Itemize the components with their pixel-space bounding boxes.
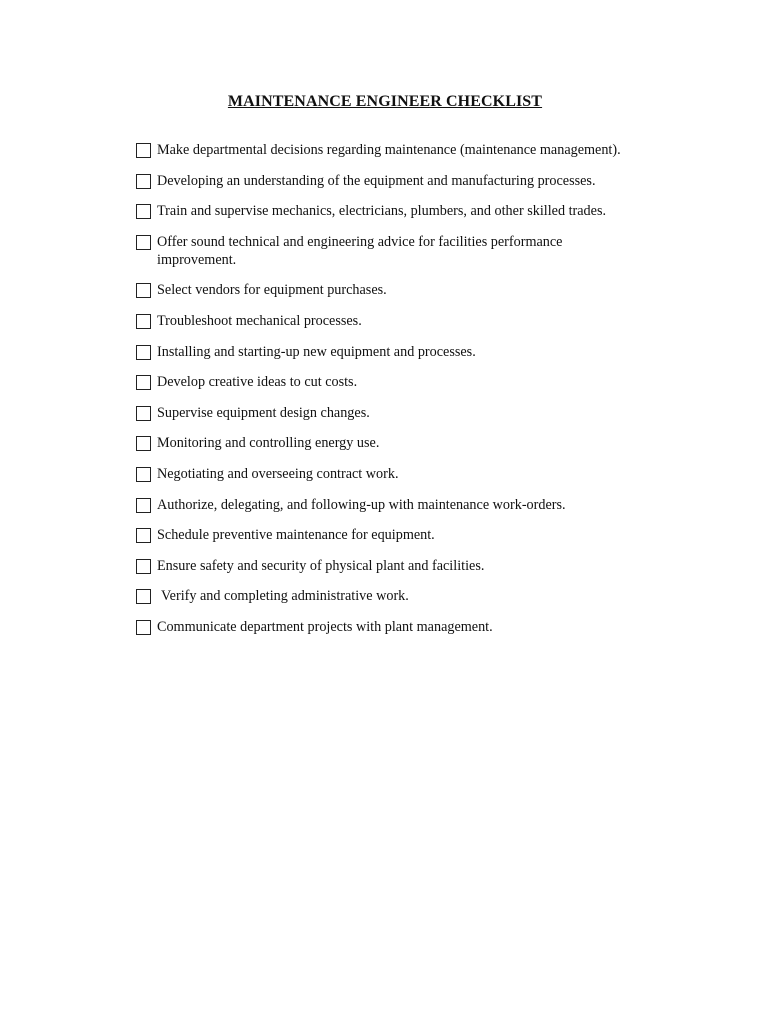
checklist-item: [136, 343, 696, 361]
checklist-item: [136, 312, 696, 330]
checkbox[interactable]: [136, 143, 151, 158]
checkbox[interactable]: [136, 498, 151, 513]
checkbox[interactable]: [136, 589, 151, 604]
checklist-item: [136, 465, 696, 483]
checklist-item: [136, 233, 696, 269]
checklist-item-label: Supervise equipment design changes.: [157, 404, 370, 421]
checkbox[interactable]: [136, 406, 151, 421]
checkbox[interactable]: [136, 283, 151, 298]
checklist-item: [136, 202, 696, 220]
checkbox[interactable]: [136, 467, 151, 482]
checklist-item: [136, 404, 696, 422]
checklist-item: [136, 557, 696, 575]
checklist-item-label: Troubleshoot mechanical processes.: [157, 312, 362, 329]
checklist: [136, 141, 696, 649]
checklist-item: [136, 141, 696, 159]
checklist-item: [136, 618, 696, 636]
checkbox[interactable]: [136, 375, 151, 390]
checklist-item-label: Train and supervise mechanics, electricians, plumbers, and other skilled trades.: [157, 203, 607, 220]
checklist-item-label: Verify and completing administrative work.: [161, 588, 409, 605]
checkbox[interactable]: [136, 528, 151, 543]
checklist-item-label: Develop creative ideas to cut costs.: [157, 374, 358, 391]
checklist-item: [136, 496, 696, 514]
checkbox[interactable]: [136, 174, 151, 189]
checklist-item-label: Authorize, delegating, and following-up with maintenance work-orders.: [157, 496, 566, 513]
checkbox[interactable]: [136, 345, 151, 360]
checkbox[interactable]: [136, 436, 151, 451]
checklist-item-label: Ensure safety and security of physical plant and facilities.: [157, 557, 485, 574]
checklist-item-label: Monitoring and controlling energy use.: [157, 435, 380, 452]
checklist-item: [136, 373, 696, 391]
checklist-item-label: Offer sound technical and engineering advice for facilities performance improvement.: [157, 233, 563, 268]
checklist-item-label: Developing an understanding of the equipment and manufacturing processes.: [157, 172, 596, 189]
checklist-item: [136, 434, 696, 452]
checklist-item-label: Schedule preventive maintenance for equipment.: [157, 527, 435, 544]
checklist-item: [136, 172, 696, 190]
checklist-item: [136, 281, 696, 299]
checkbox[interactable]: [136, 559, 151, 574]
checklist-item-label: Negotiating and overseeing contract work.: [157, 465, 399, 482]
checklist-item-label: Select vendors for equipment purchases.: [157, 282, 387, 299]
checkbox[interactable]: [136, 620, 151, 635]
checklist-item-label: Make departmental decisions regarding maintenance (maintenance management).: [157, 142, 621, 158]
checkbox[interactable]: [136, 235, 151, 250]
checklist-item-label: Communicate department projects with plant management.: [157, 618, 493, 635]
checkbox[interactable]: [136, 204, 151, 219]
page-title: MAINTENANCE ENGINEER CHECKLIST: [227, 93, 543, 110]
checkbox[interactable]: [136, 314, 151, 329]
checklist-item: [136, 526, 696, 544]
checklist-item: [136, 587, 696, 605]
checklist-item-label: Installing and starting-up new equipment and processes.: [157, 343, 476, 360]
